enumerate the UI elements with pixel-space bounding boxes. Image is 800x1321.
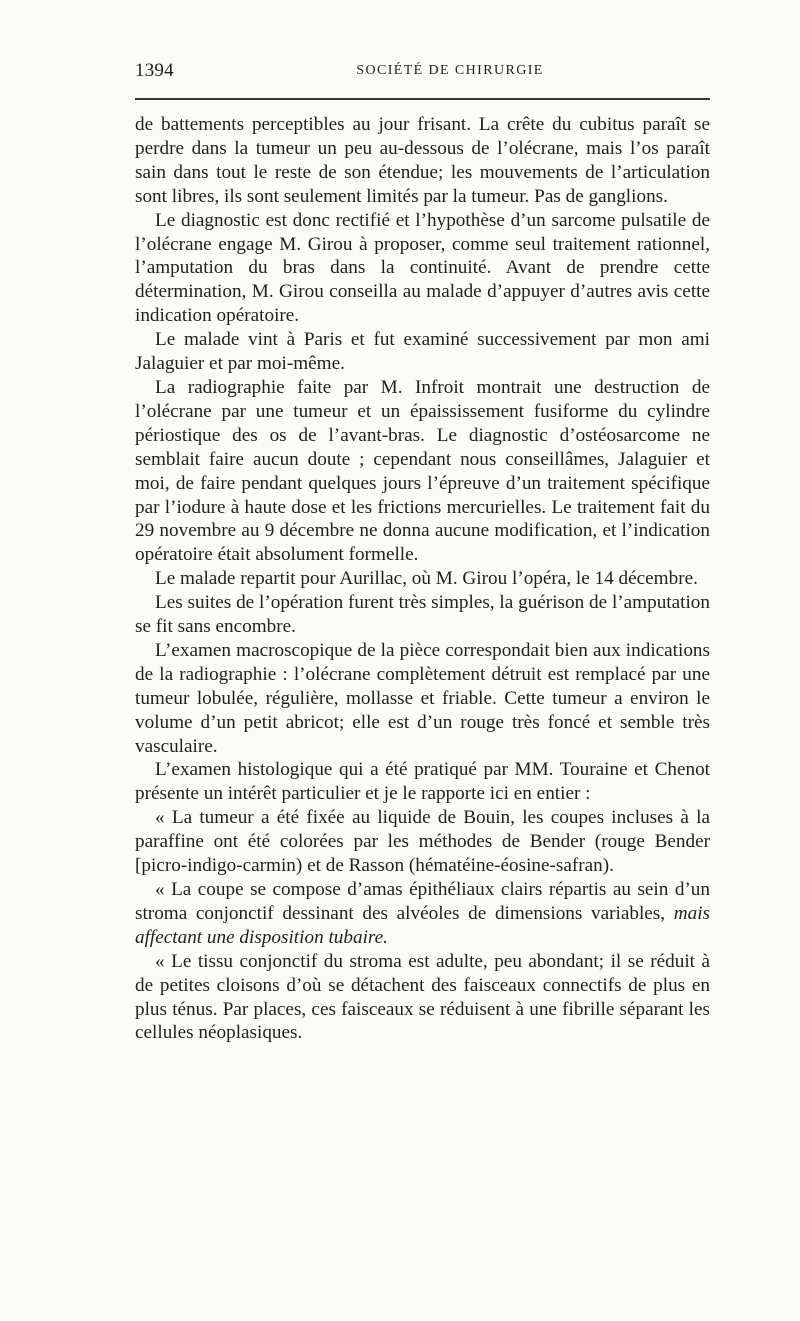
paragraph-diagnosis: Le diagnostic est donc rectifié et l’hypothèse d’un sarcome pulsatile de l’olécrane engage M. Girou à proposer, comme seul traitement rationnel, l’amputation du bras dans la continuité. Avant de prendre cette détermination, M. Girou conseilla au malade d’appuyer d’autres avis cette indication opératoire. bbox=[135, 209, 710, 327]
paragraph-histology-section bbox=[135, 878, 710, 950]
paragraph-operation: Le malade repartit pour Aurillac, où M. Girou l’opéra, le 14 décembre. bbox=[155, 568, 698, 590]
paragraph-histology-stroma: « Le tissu conjonctif du stroma est adulte, peu abondant; il se réduit à de petites cloisons d’où se détachent des faisceaux connectifs de plus en plus ténus. Par places, ces faisceaux se réduisent à une fibrille séparant les cellules néoplasiques. bbox=[135, 950, 710, 1044]
paragraph-outcome: Les suites de l’opération furent très simples, la guérison de l’amputation se fit sans encombre. bbox=[135, 592, 710, 638]
paragraph-paris-exam: Le malade vint à Paris et fut examiné successivement par mon ami Jalaguier et par moi-même. bbox=[135, 329, 710, 375]
paragraph-histology-section-italic: mais affectant une disposition tubaire. bbox=[135, 902, 710, 948]
paragraph-histology-section-text: « La coupe se compose d’amas épithéliaux clairs répartis au sein d’un stroma conjonctif dessinant des alvéoles de dimensions variables, bbox=[135, 879, 710, 924]
paragraph-radiography: La radiographie faite par M. Infroit montrait une destruction de l’olécrane par une tumeur et un épaississement fusiforme du cylindre périostique des os de l’avant-bras. Le diagnostic d’ostéosarcome ne semblait faire aucun doute ; cependant nous conseillâmes, Jalaguier et moi, de faire pendant quelques jours l’épreuve d’un traitement spécifique par l’iodure à haute dose et les frictions mercurielles. Le traitement fait du 29 novembre au 9 décembre ne donna aucune modification, et l’indication opératoire était absolument formelle. bbox=[135, 376, 710, 566]
running-title: SOCIÉTÉ DE CHIRURGIE bbox=[356, 63, 544, 78]
paragraph-histology-fixation: « La tumeur a été fixée au liquide de Bouin, les coupes incluses à la paraffine ont été colorées par les méthodes de Bender (rouge Bender [picro-indigo-carmin) et de Rasson (hématéine-éosine-safran). bbox=[135, 807, 710, 877]
paragraph-macroscopic-exam: L’examen macroscopique de la pièce correspondait bien aux indications de la radiographie : l’olécrane complètement détruit est remplacé par une tumeur lobulée, régulière, mollasse et friable. Cette tumeur a environ le volume d’un petit abricot; elle est d’un rouge très foncé et semble très vasculaire. bbox=[135, 639, 710, 757]
page-header bbox=[135, 58, 710, 88]
header-rule bbox=[135, 98, 710, 100]
paragraph-histology-intro: L’examen histologique qui a été pratiqué par MM. Touraine et Chenot présente un intérêt particulier et je le rapporte ici en entier : bbox=[135, 759, 710, 805]
page-body bbox=[135, 113, 710, 1045]
paragraph-continuation: de battements perceptibles au jour frisant. La crête du cubitus paraît se perdre dans la tumeur un peu au-dessous de l’olécrane, mais l’os paraît sain dans tout le reste de son étendue; les mouvements de l’articulation sont libres, ils sont seulement limités par la tumeur. Pas de ganglions. bbox=[135, 114, 710, 207]
page-number: 1394 bbox=[135, 60, 174, 81]
